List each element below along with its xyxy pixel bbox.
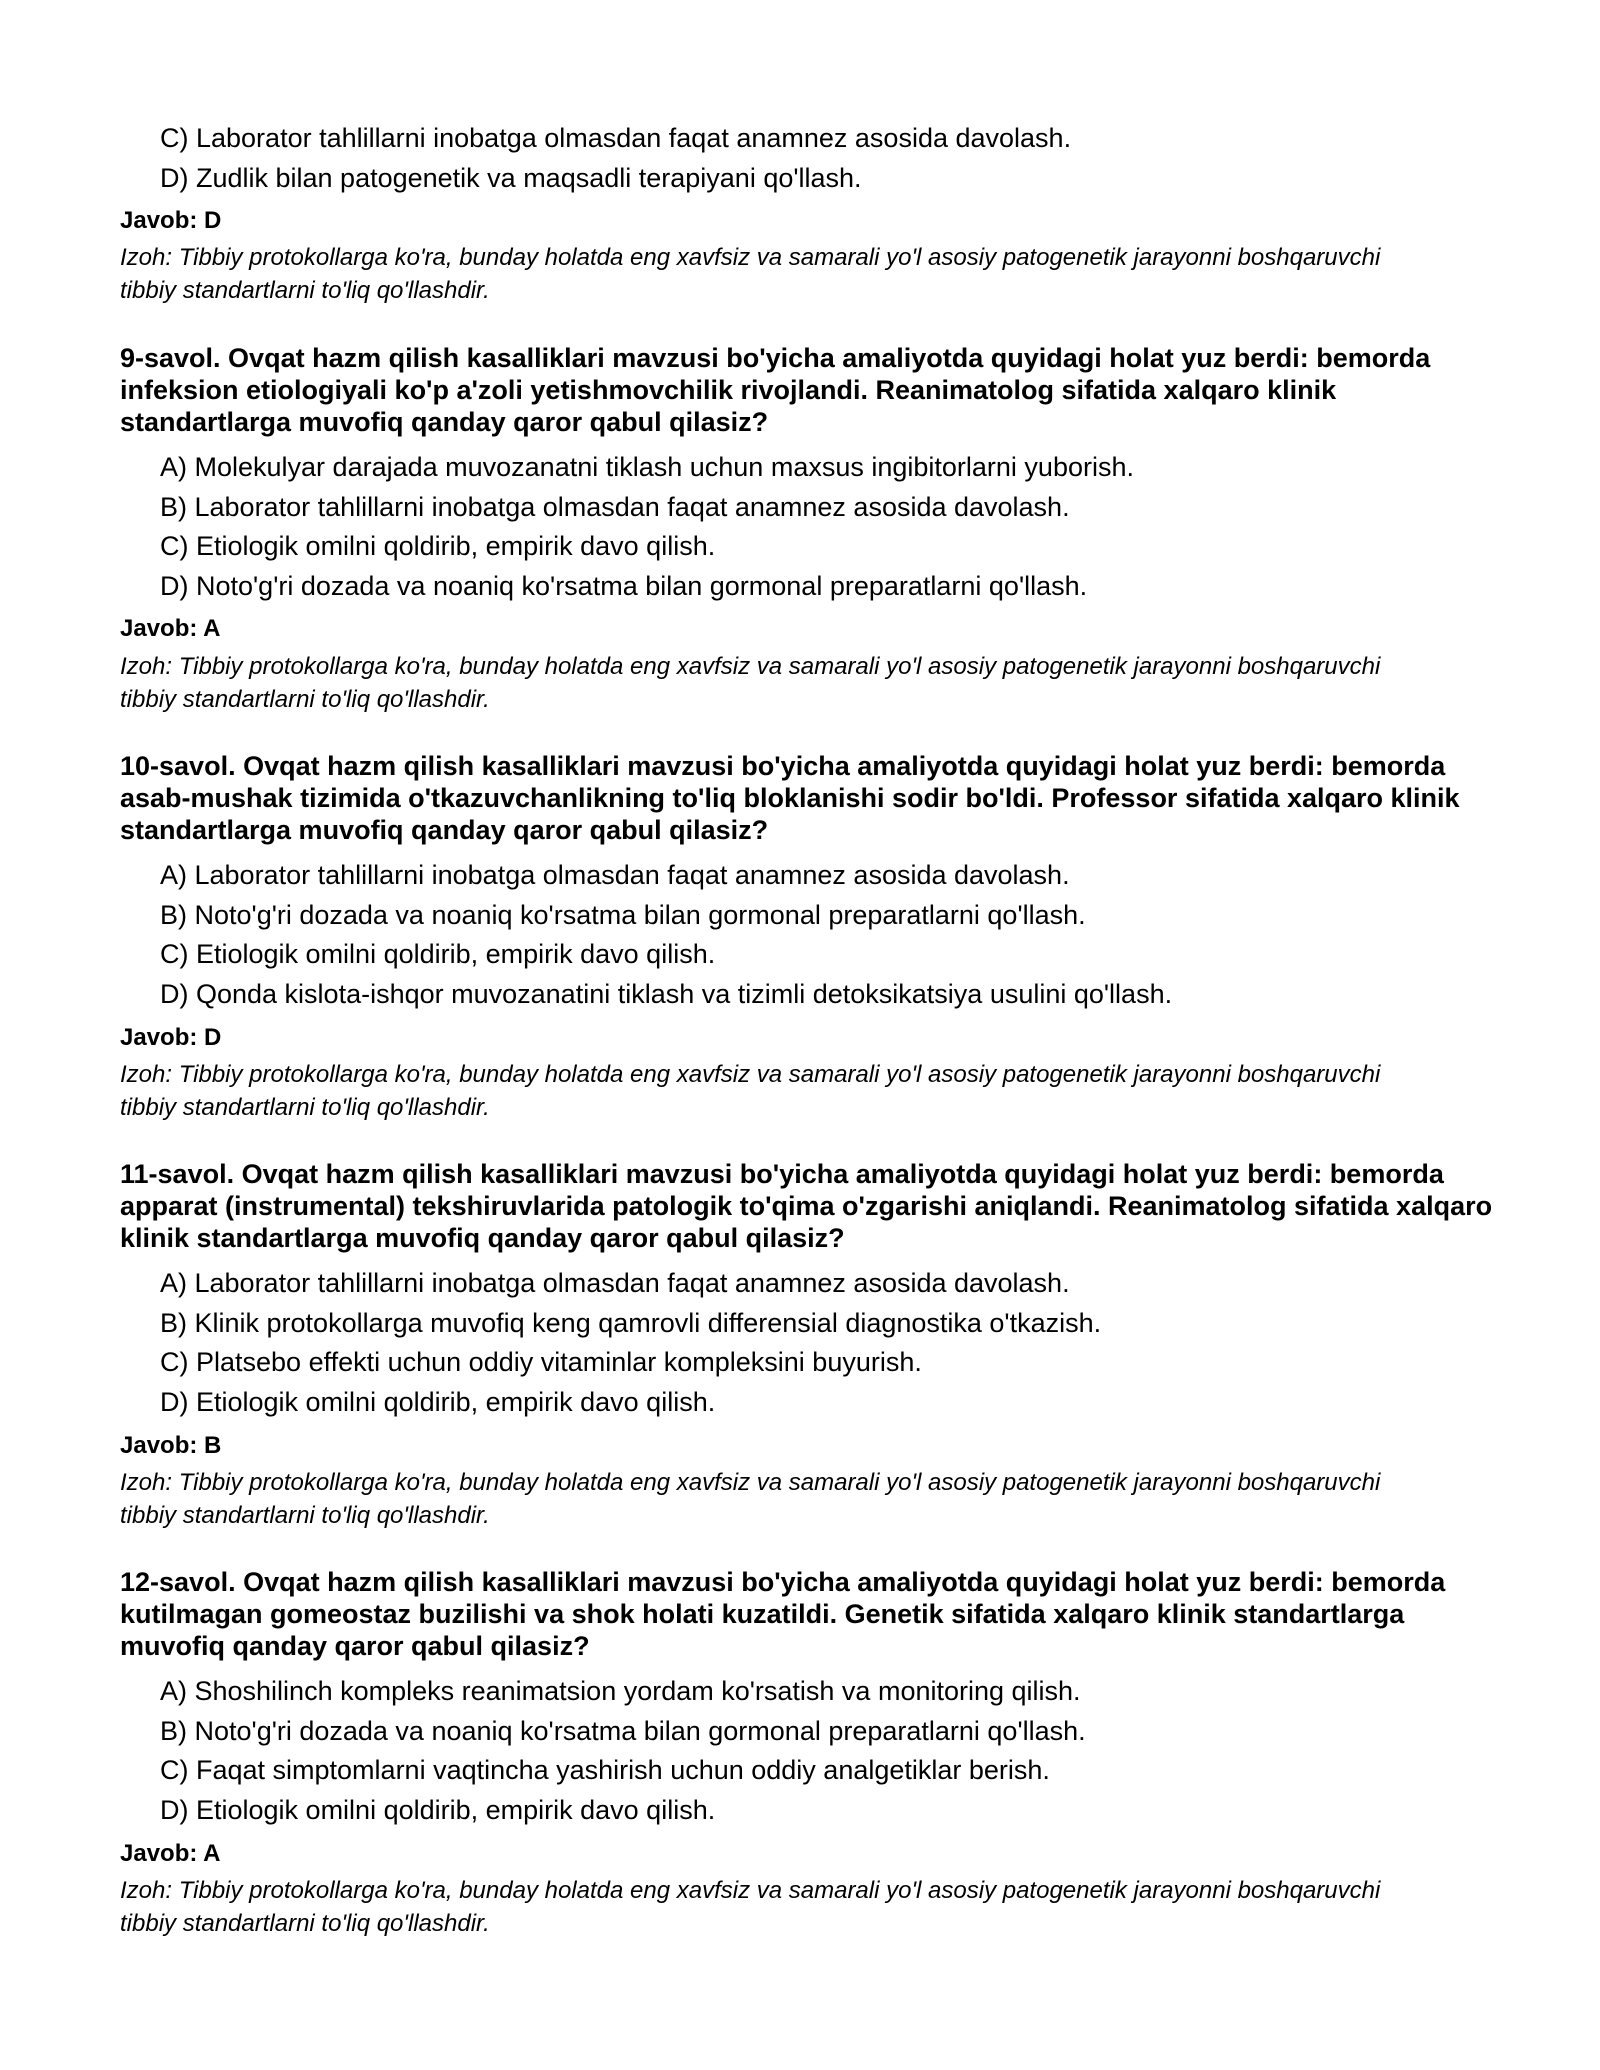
- q11-answer: Javob: B: [120, 1432, 222, 1459]
- q9-note: Izoh: Tibbiy protokollarga ko'ra, bunday holatda eng xavfsiz va samarali yo'l asosiy patogenetik jarayonni boshqaruvchi tibbiy standartlarni to'liq qo'llashdir.: [120, 653, 1381, 713]
- q10-option-d: D) Qonda kislota-ishqor muvozanatini tiklash va tizimli detoksikatsiya usulini qo'llash.: [160, 979, 1173, 1009]
- q11-option-c: C) Platsebo effekti uchun oddiy vitaminlar kompleksini buyurish.: [160, 1347, 922, 1377]
- question-12: 12-savol. Ovqat hazm qilish kasalliklari mavzusi bo'yicha amaliyotda quyidagi holat yuz berdi: bemorda kutilmagan gomeostaz buzilishi va shok holati kuzatildi. Genetik sifatida xalqaro klinik standartlarga muvofiq qanday qaror qabul qilasiz?: [120, 1567, 1446, 1661]
- q9-option-a: A) Molekulyar darajada muvozanatni tiklash uchun maxsus ingibitorlarni yuborish.: [160, 452, 1134, 482]
- question-9: 9-savol. Ovqat hazm qilish kasalliklari mavzusi bo'yicha amaliyotda quyidagi holat yuz berdi: bemorda infeksion etiologiyali ko'p a'zoli yetishmovchilik rivojlandi. Reanimatolog sifatida xalqaro klinik standartlarga muvofiq qanday qaror qabul qilasiz?: [120, 343, 1431, 437]
- q11-note: Izoh: Tibbiy protokollarga ko'ra, bunday holatda eng xavfsiz va samarali yo'l asosiy patogenetik jarayonni boshqaruvchi tibbiy standartlarni to'liq qo'llashdir.: [120, 1469, 1381, 1529]
- q12-option-a: A) Shoshilinch kompleks reanimatsion yordam ko'rsatish va monitoring qilish.: [160, 1676, 1081, 1706]
- q12-option-c: C) Faqat simptomlarni vaqtincha yashirish uchun oddiy analgetiklar berish.: [160, 1755, 1050, 1785]
- q8-option-d: D) Zudlik bilan patogenetik va maqsadli terapiyani qo'llash.: [160, 163, 862, 193]
- q11-option-a: A) Laborator tahlillarni inobatga olmasdan faqat anamnez asosida davolash.: [160, 1268, 1070, 1298]
- q12-option-d: D) Etiologik omilni qoldirib, empirik davo qilish.: [160, 1795, 716, 1825]
- q11-option-d: D) Etiologik omilni qoldirib, empirik davo qilish.: [160, 1387, 716, 1417]
- q12-option-b: B) Noto'g'ri dozada va noaniq ko'rsatma bilan gormonal preparatlarni qo'llash.: [160, 1716, 1086, 1746]
- question-11: 11-savol. Ovqat hazm qilish kasalliklari mavzusi bo'yicha amaliyotda quyidagi holat yuz berdi: bemorda apparat (instrumental) tekshiruvlarida patologik to'qima o'zgarishi aniqlandi. Reanimatolog sifatida xalqaro klinik standartlarga muvofiq qanday qaror qabul qilasiz?: [120, 1159, 1493, 1253]
- q10-option-c: C) Etiologik omilni qoldirib, empirik davo qilish.: [160, 939, 716, 969]
- q10-answer: Javob: D: [120, 1024, 222, 1051]
- q8-option-c: C) Laborator tahlillarni inobatga olmasdan faqat anamnez asosida davolash.: [160, 123, 1072, 153]
- q10-note: Izoh: Tibbiy protokollarga ko'ra, bunday holatda eng xavfsiz va samarali yo'l asosiy patogenetik jarayonni boshqaruvchi tibbiy standartlarni to'liq qo'llashdir.: [120, 1061, 1381, 1121]
- q8-answer: Javob: D: [120, 207, 222, 234]
- q8-note: Izoh: Tibbiy protokollarga ko'ra, bunday holatda eng xavfsiz va samarali yo'l asosiy patogenetik jarayonni boshqaruvchi tibbiy standartlarni to'liq qo'llashdir.: [120, 244, 1381, 304]
- q9-option-b: B) Laborator tahlillarni inobatga olmasdan faqat anamnez asosida davolash.: [160, 492, 1070, 522]
- q9-option-c: C) Etiologik omilni qoldirib, empirik davo qilish.: [160, 531, 716, 561]
- q10-option-b: B) Noto'g'ri dozada va noaniq ko'rsatma bilan gormonal preparatlarni qo'llash.: [160, 900, 1086, 930]
- q9-option-d: D) Noto'g'ri dozada va noaniq ko'rsatma bilan gormonal preparatlarni qo'llash.: [160, 571, 1088, 601]
- question-10: 10-savol. Ovqat hazm qilish kasalliklari mavzusi bo'yicha amaliyotda quyidagi holat yuz berdi: bemorda asab-mushak tizimida o'tkazuvchanlikning to'liq bloklanishi sodir bo'ldi. Professor sifatida xalqaro klinik standartlarga muvofiq qanday qaror qabul qilasiz?: [120, 751, 1460, 845]
- q11-option-b: B) Klinik protokollarga muvofiq keng qamrovli differensial diagnostika o'tkazish.: [160, 1308, 1102, 1338]
- q12-note: Izoh: Tibbiy protokollarga ko'ra, bunday holatda eng xavfsiz va samarali yo'l asosiy patogenetik jarayonni boshqaruvchi tibbiy standartlarni to'liq qo'llashdir.: [120, 1877, 1381, 1937]
- q12-answer: Javob: A: [120, 1840, 221, 1867]
- q9-answer: Javob: A: [120, 615, 221, 642]
- q10-option-a: A) Laborator tahlillarni inobatga olmasdan faqat anamnez asosida davolash.: [160, 860, 1070, 890]
